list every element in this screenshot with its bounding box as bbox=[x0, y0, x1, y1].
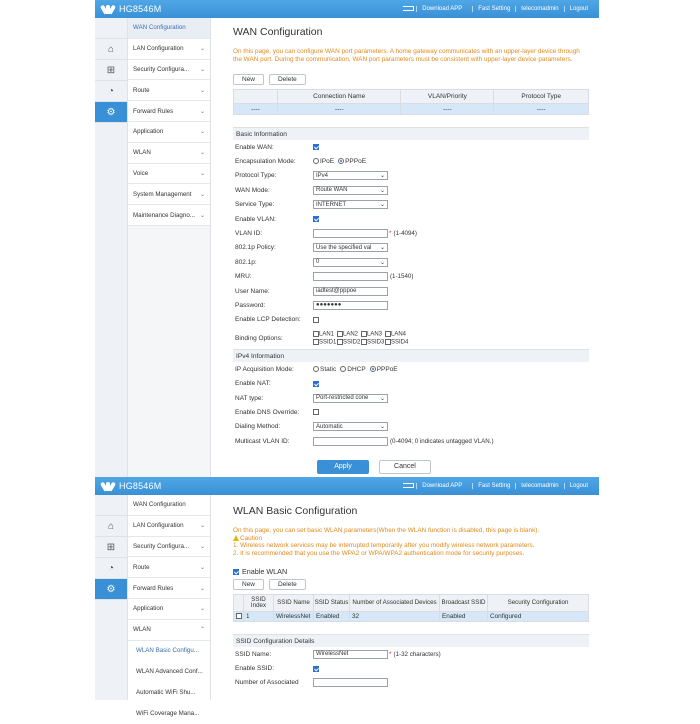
enable-wlan-checkbox[interactable] bbox=[233, 569, 239, 575]
radio-icon bbox=[340, 366, 346, 372]
p8021-select[interactable]: 0 ⌄ bbox=[313, 258, 388, 267]
model-name: HG8546M bbox=[119, 4, 162, 14]
side-nav bbox=[128, 495, 211, 717]
field-label: 802.1p: bbox=[235, 258, 257, 266]
huawei-logo-icon bbox=[101, 4, 115, 14]
field-label: Enable NAT: bbox=[235, 380, 271, 388]
field-label: Enable VLAN: bbox=[235, 215, 276, 223]
plus-box-icon[interactable]: ⊞ bbox=[95, 537, 127, 558]
p8021-row bbox=[233, 255, 589, 269]
icon-bar bbox=[95, 495, 128, 700]
chevron-down-icon: ⌄ bbox=[199, 523, 205, 530]
table-header-row bbox=[234, 595, 589, 612]
fast-setting-link[interactable]: Fast Setting bbox=[472, 6, 515, 12]
nat-row bbox=[233, 376, 589, 390]
binding-lan1[interactable]: LAN1 bbox=[313, 331, 337, 338]
iconbar-spacer bbox=[95, 18, 127, 39]
mru-row bbox=[233, 270, 589, 284]
sidebar-item-forward-rules[interactable]: Forward Rules ⌄ bbox=[128, 578, 210, 599]
checkbox-icon bbox=[361, 339, 367, 345]
pppoe-option[interactable]: PPPoE bbox=[338, 158, 366, 165]
caution-block bbox=[233, 527, 589, 557]
download-app-link[interactable]: Download APP bbox=[398, 6, 472, 12]
sidebar-item-forward-rules[interactable]: Forward Rules ⌄ bbox=[128, 101, 210, 122]
table-header-row bbox=[234, 90, 589, 104]
column-header: SSID Name bbox=[274, 595, 314, 612]
sidebar-item-security-configuration[interactable]: Security Configura... ⌄ bbox=[128, 60, 210, 81]
table-cell: Enabled bbox=[314, 612, 350, 622]
warning-icon bbox=[233, 535, 239, 541]
lcp-row bbox=[233, 313, 589, 327]
enable-vlan-checkbox[interactable] bbox=[313, 216, 319, 222]
form-actions bbox=[233, 460, 589, 474]
service-type-row bbox=[233, 198, 589, 212]
table-cell: ---- bbox=[401, 104, 494, 115]
top-links bbox=[398, 483, 593, 489]
checkbox-icon bbox=[337, 331, 343, 337]
ssid-table bbox=[233, 594, 589, 622]
enable-ssid-checkbox[interactable] bbox=[313, 666, 319, 672]
icon-bar bbox=[95, 18, 128, 478]
top-links bbox=[398, 6, 593, 12]
gauge-icon[interactable]: ◔ bbox=[95, 81, 127, 102]
password-input[interactable]: ●●●●●●● bbox=[313, 301, 388, 310]
gauge-icon[interactable]: ◔ bbox=[95, 558, 127, 579]
page-title: WLAN Basic Configuration bbox=[233, 505, 358, 517]
field-label: User Name: bbox=[235, 287, 270, 295]
field-label: NAT type: bbox=[235, 394, 264, 402]
chevron-down-icon: ⌄ bbox=[379, 245, 385, 252]
sidebar-item-voice[interactable]: Voice ⌄ bbox=[128, 164, 210, 185]
encapsulation-row bbox=[233, 154, 589, 168]
column-header: SSID Status bbox=[314, 595, 350, 612]
enable-wan-row bbox=[233, 140, 589, 154]
username-label: telecomadmin bbox=[515, 483, 563, 489]
select-column-header bbox=[234, 595, 244, 612]
binding-ssid3[interactable]: SSID3 bbox=[361, 339, 385, 346]
field-label: Enable LCP Detection: bbox=[235, 316, 301, 324]
column-header: Protocol Type bbox=[494, 90, 589, 104]
table-cell: WirelessNet bbox=[274, 612, 314, 622]
chevron-down-icon: ⌄ bbox=[379, 259, 385, 266]
main-content bbox=[223, 495, 599, 700]
sidebar-subitem-wifi-coverage[interactable]: WiFi Coverage Mana... bbox=[128, 703, 210, 724]
field-label: Encapsulation Mode: bbox=[235, 158, 296, 166]
sidebar-item-wan-configuration[interactable]: WAN Configuration bbox=[128, 18, 210, 39]
multicast-hint: (0-4094; 0 indicates untagged VLAN.) bbox=[390, 437, 494, 445]
required-mark: * bbox=[389, 650, 392, 658]
sidebar-subitem-wlan-advanced[interactable]: WLAN Advanced Conf... bbox=[128, 661, 210, 682]
static-option[interactable]: Static bbox=[313, 366, 336, 373]
field-label: Password: bbox=[235, 301, 266, 309]
vlan-hint: (1-4094) bbox=[393, 230, 417, 238]
field-label: Service Type: bbox=[235, 201, 275, 209]
table-row[interactable] bbox=[234, 612, 589, 622]
table-cell: 32 bbox=[350, 612, 440, 622]
basic-info-header: Basic Information bbox=[233, 127, 589, 140]
row-checkbox[interactable] bbox=[236, 613, 242, 619]
field-label: MRU: bbox=[235, 273, 252, 281]
binding-ssid1[interactable]: SSID1 bbox=[313, 339, 337, 346]
multicast-input[interactable] bbox=[313, 437, 388, 446]
radio-icon bbox=[313, 366, 319, 372]
ipoe-option[interactable]: IPoE bbox=[313, 158, 334, 165]
wlan-toolbar bbox=[233, 579, 589, 590]
main-content bbox=[223, 18, 599, 478]
chevron-down-icon: ⌄ bbox=[199, 564, 205, 571]
table-cell: ---- bbox=[494, 104, 589, 115]
checkbox-icon bbox=[313, 331, 319, 337]
binding-lan2[interactable]: LAN2 bbox=[337, 331, 361, 338]
new-button[interactable]: New bbox=[233, 579, 264, 590]
logout-link[interactable]: Logout bbox=[564, 483, 593, 489]
chevron-down-icon: ⌄ bbox=[199, 150, 205, 157]
nat-type-row bbox=[233, 391, 589, 405]
column-header: Connection Name bbox=[278, 90, 401, 104]
binding-options bbox=[313, 331, 409, 345]
sidebar-subitem-wifi-shutdown[interactable]: Automatic WiFi Shu... bbox=[128, 682, 210, 703]
sidebar-item-wlan[interactable]: WLAN ⌃ bbox=[128, 620, 210, 641]
required-mark: * bbox=[389, 230, 392, 238]
chevron-down-icon: ⌄ bbox=[379, 202, 385, 209]
ssid-name-input[interactable]: WirelessNet bbox=[313, 650, 388, 659]
field-label: Dialing Method: bbox=[235, 423, 281, 431]
sidebar-item-application[interactable]: Application ⌄ bbox=[128, 599, 210, 620]
caution-title: Caution bbox=[233, 535, 589, 543]
pppoe-acq-option[interactable]: PPPoE bbox=[370, 366, 398, 373]
column-header: VLAN/Priority bbox=[401, 90, 494, 104]
wan-toolbar bbox=[233, 74, 589, 85]
enable-ssid-row bbox=[233, 661, 589, 675]
chevron-down-icon: ⌄ bbox=[199, 606, 205, 613]
policy-row bbox=[233, 241, 589, 255]
dialing-row bbox=[233, 420, 589, 434]
column-header: Broadcast SSID bbox=[440, 595, 488, 612]
field-label: Enable DNS Override: bbox=[235, 408, 300, 416]
table-cell: 1 bbox=[244, 612, 274, 622]
table-cell: ---- bbox=[278, 104, 401, 115]
fast-setting-link[interactable]: Fast Setting bbox=[472, 483, 515, 489]
row-select-cell bbox=[234, 612, 244, 622]
ipv4-info-header: IPv4 Information bbox=[233, 349, 589, 362]
binding-ssid4[interactable]: SSID4 bbox=[385, 339, 409, 346]
caution-line-2: 2. It is recommended that you use the WPA2 or WPA/WPA2 authentication mode for security purposes. bbox=[233, 549, 525, 557]
binding-row bbox=[233, 327, 589, 349]
plus-box-icon[interactable]: ⊞ bbox=[95, 60, 127, 81]
delete-button[interactable]: Delete bbox=[269, 579, 306, 590]
checkbox-icon bbox=[313, 339, 319, 345]
chevron-down-icon: ⌄ bbox=[379, 424, 385, 431]
binding-ssid2[interactable]: SSID2 bbox=[337, 339, 361, 346]
field-label: Enable SSID: bbox=[235, 665, 275, 673]
sidebar-item-security-configuration[interactable]: Security Configura... ⌄ bbox=[128, 537, 210, 558]
column-header: Number of Associated Devices bbox=[350, 595, 440, 612]
delete-button[interactable]: Delete bbox=[269, 74, 306, 85]
top-bar bbox=[95, 0, 599, 18]
mru-hint: (1-1540) bbox=[390, 273, 414, 281]
table-cell: Configured bbox=[488, 612, 589, 622]
field-label: IP Acquisition Mode: bbox=[235, 365, 294, 373]
table-cell: Enabled bbox=[440, 612, 488, 622]
chevron-down-icon: ⌄ bbox=[199, 585, 205, 592]
protocol-type-select[interactable]: IPv4 ⌄ bbox=[313, 171, 388, 180]
chevron-down-icon: ⌄ bbox=[199, 191, 205, 198]
multicast-row bbox=[233, 434, 589, 448]
lcp-checkbox[interactable] bbox=[313, 317, 319, 323]
binding-lan4[interactable]: LAN4 bbox=[385, 331, 409, 338]
gear-icon[interactable]: ⚙ bbox=[95, 579, 127, 600]
sidebar-item-maintenance[interactable]: Maintenance Diagno... ⌄ bbox=[128, 205, 210, 226]
brand-logo bbox=[101, 481, 161, 491]
home-icon[interactable]: ⌂ bbox=[95, 39, 127, 60]
iconbar-spacer bbox=[95, 495, 127, 516]
binding-lan3[interactable]: LAN3 bbox=[361, 331, 385, 338]
huawei-logo-icon bbox=[101, 481, 115, 491]
nat-type-select[interactable]: Port-restricted cone ⌄ bbox=[313, 394, 388, 403]
chevron-down-icon: ⌄ bbox=[379, 173, 385, 180]
num-assoc-input[interactable] bbox=[313, 678, 388, 687]
field-label: SSID Name: bbox=[235, 650, 272, 658]
enable-wlan-label: Enable WLAN bbox=[242, 567, 288, 576]
nat-checkbox[interactable] bbox=[313, 381, 319, 387]
model-name: HG8546M bbox=[119, 481, 162, 491]
mru-input[interactable] bbox=[313, 272, 388, 281]
username-input[interactable]: iadtest@pppoe bbox=[313, 287, 388, 296]
download-icon bbox=[403, 6, 414, 11]
chevron-up-icon: ⌃ bbox=[199, 627, 205, 634]
gear-icon[interactable]: ⚙ bbox=[95, 102, 127, 123]
radio-icon bbox=[313, 158, 319, 164]
acquisition-row bbox=[233, 362, 589, 376]
sidebar-item-lan-configuration[interactable]: LAN Configuration ⌄ bbox=[128, 39, 210, 60]
sidebar-item-wan-configuration[interactable]: WAN Configuration bbox=[128, 495, 210, 516]
table-cell: ---- bbox=[234, 104, 278, 115]
sidebar-item-wlan[interactable]: WLAN ⌄ bbox=[128, 143, 210, 164]
protocol-type-row bbox=[233, 169, 589, 183]
sidebar-item-route[interactable]: Route ⌄ bbox=[128, 80, 210, 101]
wan-mode-select[interactable]: Route WAN ⌄ bbox=[313, 186, 388, 195]
policy-select[interactable]: Use the specified val ⌄ bbox=[313, 243, 388, 252]
cancel-button[interactable]: Cancel bbox=[379, 460, 431, 474]
ssid-hint: (1-32 characters) bbox=[393, 650, 441, 658]
column-header: SSID Index bbox=[244, 595, 274, 612]
table-row[interactable] bbox=[234, 104, 589, 115]
password-row bbox=[233, 298, 589, 312]
radio-selected-icon bbox=[338, 158, 344, 164]
enable-wlan-row bbox=[233, 567, 589, 576]
num-assoc-row bbox=[233, 676, 589, 690]
home-icon[interactable]: ⌂ bbox=[95, 516, 127, 537]
dns-checkbox[interactable] bbox=[313, 409, 319, 415]
dns-row bbox=[233, 405, 589, 419]
checkbox-icon bbox=[385, 339, 391, 345]
side-nav bbox=[128, 18, 211, 478]
sidebar-subitem-wlan-basic[interactable]: WLAN Basic Configu... bbox=[128, 641, 210, 662]
download-icon bbox=[403, 483, 414, 488]
chevron-down-icon: ⌄ bbox=[199, 87, 205, 94]
vlan-id-row bbox=[233, 226, 589, 240]
page-title: WAN Configuration bbox=[233, 26, 323, 38]
checkbox-icon bbox=[361, 331, 367, 337]
new-button[interactable]: New bbox=[233, 74, 264, 85]
chevron-down-icon: ⌄ bbox=[199, 46, 205, 53]
download-app-link[interactable]: Download APP bbox=[398, 483, 472, 489]
field-label: Protocol Type: bbox=[235, 172, 277, 180]
chevron-down-icon: ⌄ bbox=[379, 395, 385, 402]
select-column-header bbox=[234, 90, 278, 104]
chevron-down-icon: ⌄ bbox=[199, 170, 205, 177]
dialing-select[interactable]: Automatic ⌄ bbox=[313, 422, 388, 431]
sidebar-item-system-management[interactable]: System Management ⌄ bbox=[128, 184, 210, 205]
chevron-down-icon: ⌄ bbox=[199, 66, 205, 73]
intro-text: On this page, you can set basic WLAN parameters(When the WLAN function is disabled, this page is blank). bbox=[233, 527, 540, 534]
radio-selected-icon bbox=[370, 366, 376, 372]
sidebar-item-application[interactable]: Application ⌄ bbox=[128, 122, 210, 143]
wan-connection-table bbox=[233, 89, 589, 115]
username-row bbox=[233, 284, 589, 298]
field-label: Multicast VLAN ID: bbox=[235, 437, 290, 445]
wlan-config-screen bbox=[95, 477, 599, 717]
checkbox-icon bbox=[337, 339, 343, 345]
dhcp-option[interactable]: DHCP bbox=[340, 366, 365, 373]
brand-logo bbox=[101, 4, 161, 14]
username-label: telecomadmin bbox=[515, 6, 563, 12]
enable-vlan-row bbox=[233, 212, 589, 226]
chevron-down-icon: ⌄ bbox=[379, 187, 385, 194]
sidebar-item-route[interactable]: Route ⌄ bbox=[128, 557, 210, 578]
chevron-down-icon: ⌄ bbox=[199, 543, 205, 550]
chevron-down-icon: ⌄ bbox=[199, 129, 205, 136]
enable-wan-checkbox[interactable] bbox=[313, 144, 319, 150]
field-label: VLAN ID: bbox=[235, 230, 263, 238]
intro-text: On this page, you can configure WAN port parameters. A home gateway communicates with an upper-layer device through the WAN port. During the communication, WAN port parameters must be consistent with upper-layer device parameters. bbox=[233, 48, 580, 63]
service-type-select[interactable]: INTERNET ⌄ bbox=[313, 200, 388, 209]
wan-mode-row bbox=[233, 183, 589, 197]
logout-link[interactable]: Logout bbox=[564, 6, 593, 12]
apply-button[interactable]: Apply bbox=[317, 460, 369, 474]
sidebar-item-lan-configuration[interactable]: LAN Configuration ⌄ bbox=[128, 516, 210, 537]
chevron-down-icon: ⌄ bbox=[199, 108, 205, 115]
wan-config-screen bbox=[95, 0, 599, 478]
field-label: WAN Mode: bbox=[235, 186, 270, 194]
checkbox-icon bbox=[385, 331, 391, 337]
vlan-id-input[interactable] bbox=[313, 229, 388, 238]
caution-line-1: 1. Wireless network services may be interrupted temporarily after you modify wireless network parameters. bbox=[233, 542, 535, 549]
field-label: Binding Options: bbox=[235, 334, 283, 342]
top-bar bbox=[95, 477, 599, 495]
chevron-down-icon: ⌄ bbox=[199, 212, 205, 219]
ssid-details-header: SSID Configuration Details bbox=[233, 634, 589, 647]
field-label: Enable WAN: bbox=[235, 143, 274, 151]
column-header: Security Configuration bbox=[488, 595, 589, 612]
field-label: Number of Associated bbox=[235, 679, 299, 687]
ssid-name-row bbox=[233, 647, 589, 661]
field-label: 802.1p Policy: bbox=[235, 244, 276, 252]
